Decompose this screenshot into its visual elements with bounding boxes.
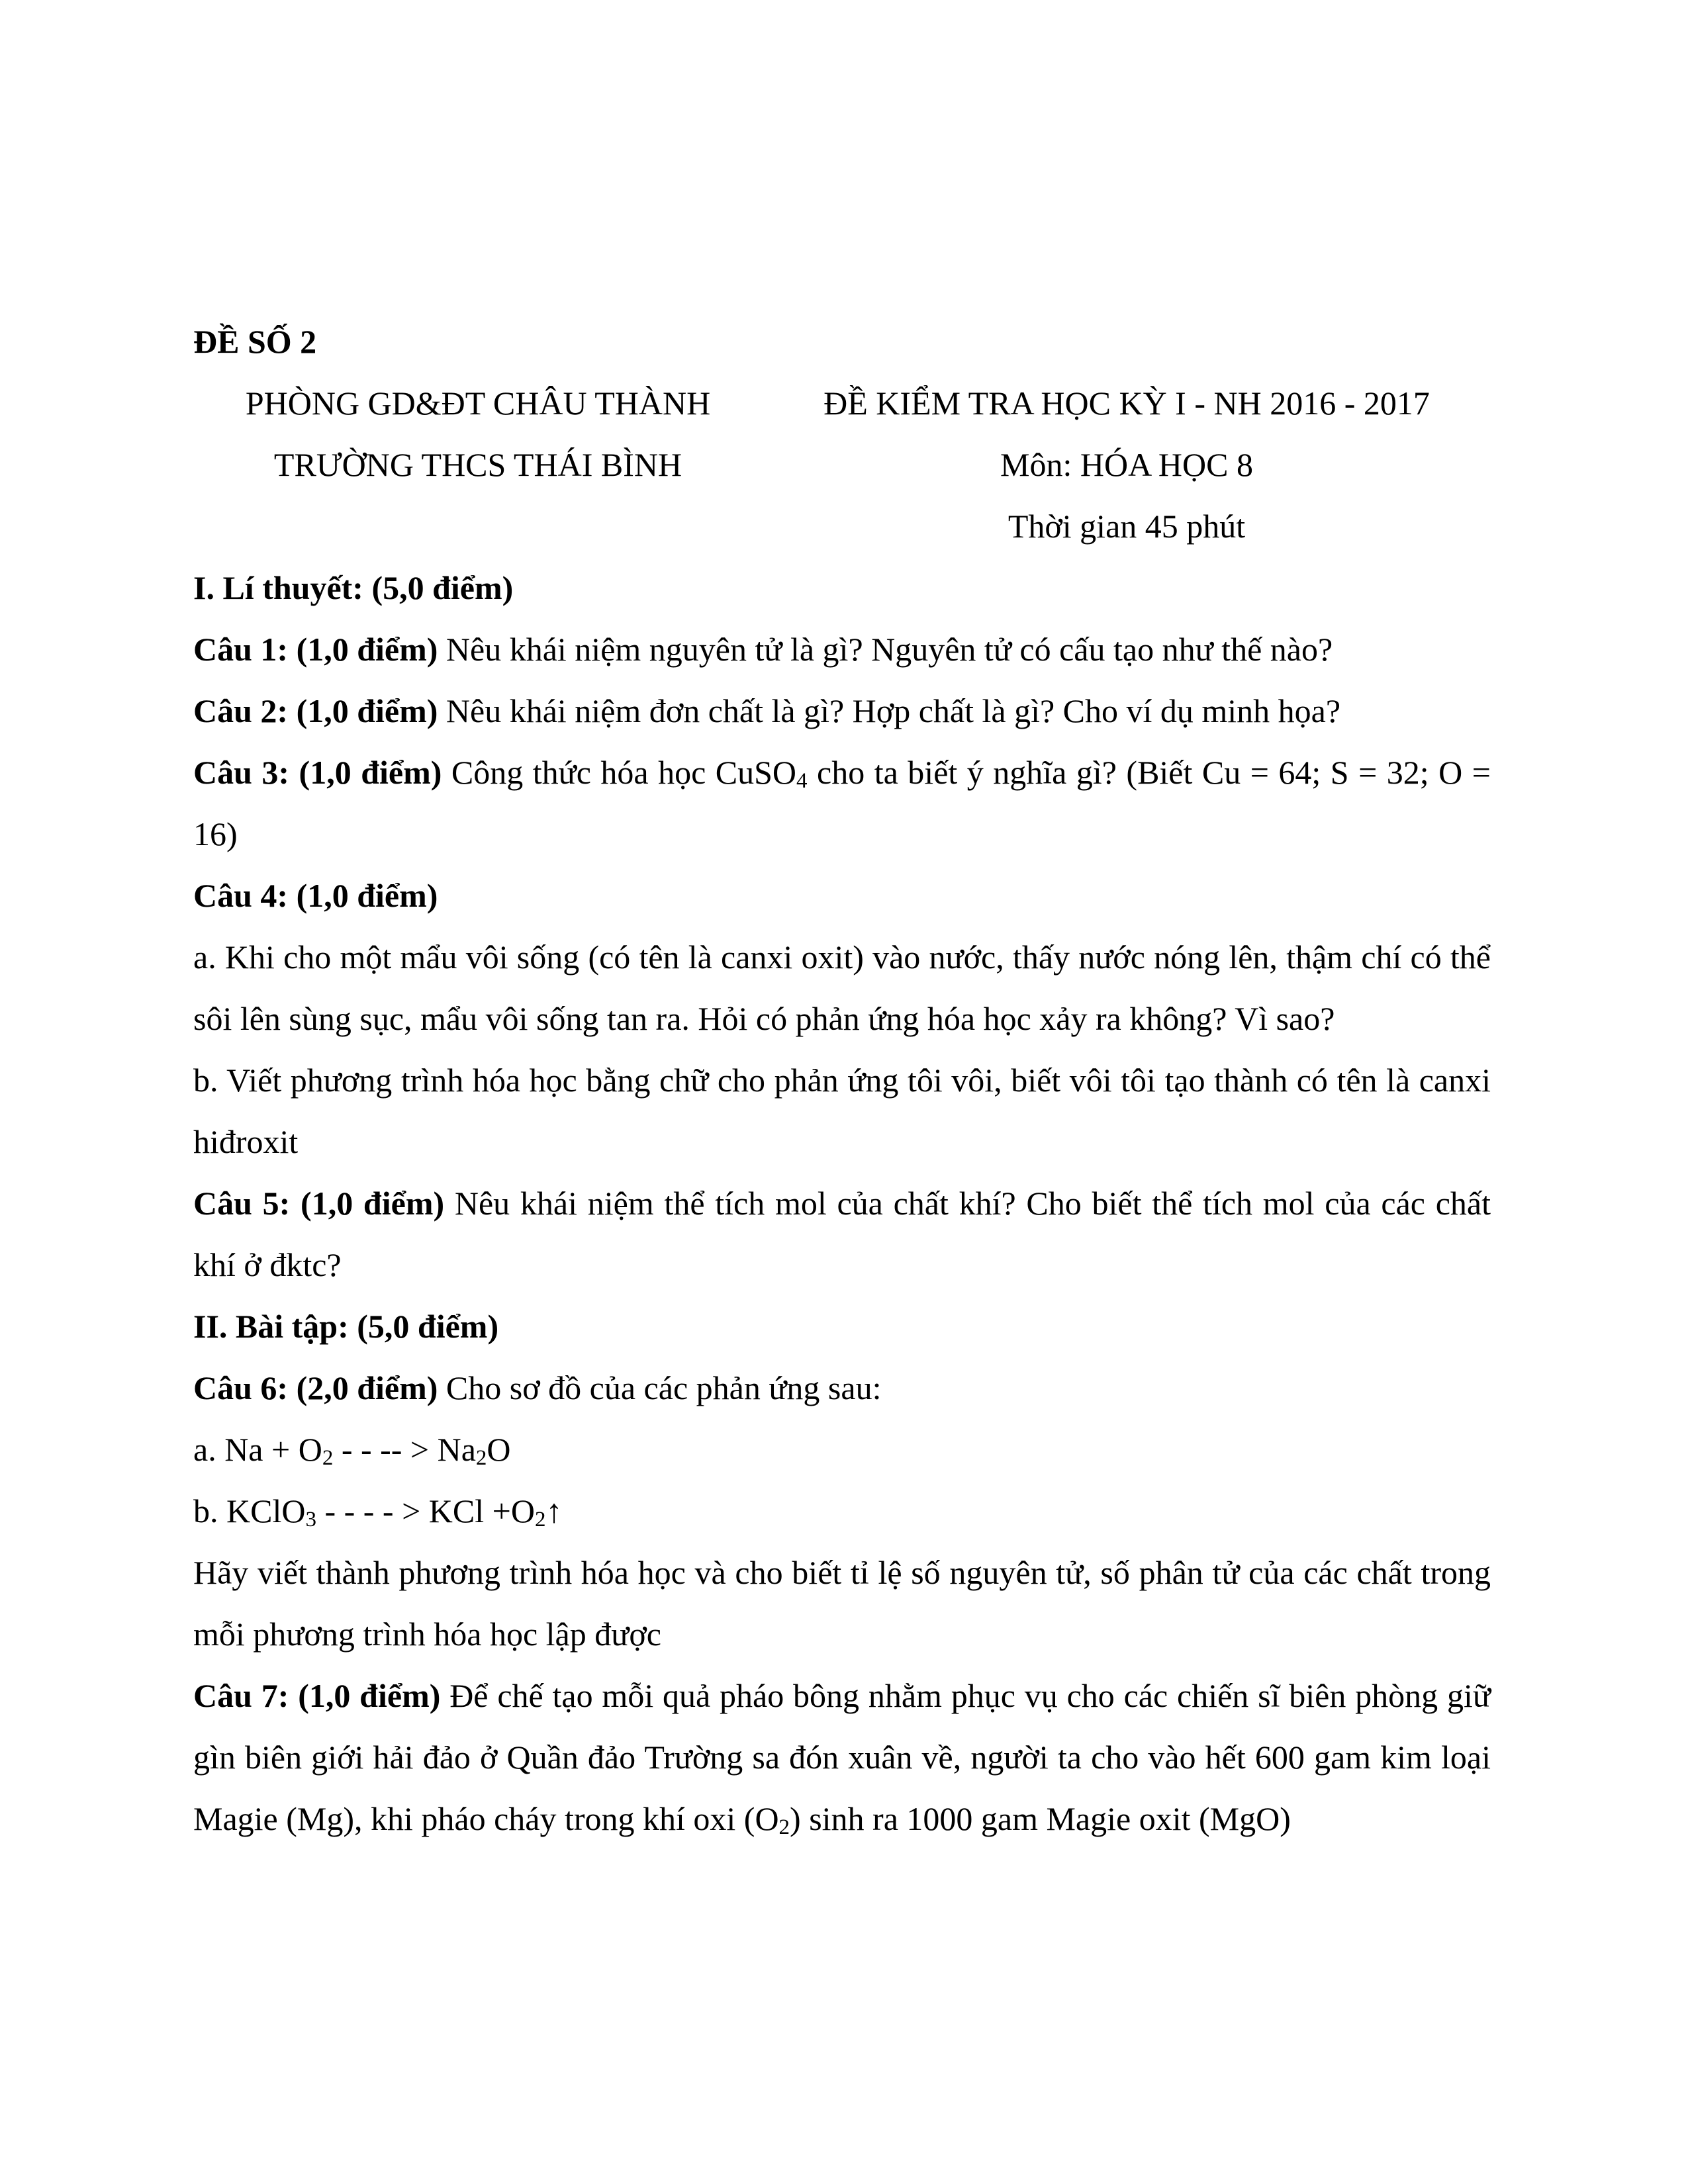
exam-title: ĐỀ KIỂM TRA HỌC KỲ I - NH 2016 - 2017	[823, 385, 1430, 422]
reaction-a-sub2: 2	[475, 1446, 487, 1470]
question-3-text-after: cho ta biết ý nghĩa gì? (Biết Cu = 64; S = 32; O = 16)	[193, 754, 1491, 852]
reaction-b-part2: - - - - > KCl +O	[316, 1492, 535, 1529]
header-left-empty	[193, 496, 763, 557]
question-5-label: Câu 5: (1,0 điểm)	[193, 1185, 445, 1222]
department-name: PHÒNG GD&ĐT CHÂU THÀNH	[245, 385, 711, 422]
question-6b-reaction	[193, 1480, 1491, 1542]
question-6-instruction: Hãy viết thành phương trình hóa học và cho biết tỉ lệ số nguyên tử, số phân tử của các chất trong mỗi phương trình hóa học lập được	[193, 1554, 1491, 1653]
question-3-subscript: 4	[796, 769, 808, 793]
reaction-a-part3: O	[487, 1431, 511, 1468]
reaction-a-part2: - - -- > Na	[333, 1431, 476, 1468]
question-3	[193, 742, 1491, 865]
part2-title: II. Bài tập: (5,0 điểm)	[193, 1308, 499, 1345]
exam-number: ĐỀ SỐ 2	[193, 323, 317, 360]
question-6-label: Câu 6: (2,0 điểm)	[193, 1369, 438, 1406]
question-1	[193, 619, 1491, 680]
question-7	[193, 1665, 1491, 1850]
question-2-label: Câu 2: (1,0 điểm)	[193, 692, 438, 729]
reaction-a-sub1: 2	[322, 1446, 334, 1470]
question-3-label: Câu 3: (1,0 điểm)	[193, 754, 442, 791]
question-3-text-before: Công thức hóa học CuSO	[442, 754, 797, 791]
exam-page	[193, 311, 1491, 1850]
question-7-text-after: ) sinh ra 1000 gam Magie oxit (MgO)	[790, 1800, 1291, 1837]
reaction-b-part1: b. KClO	[193, 1492, 306, 1529]
question-5-text: Nêu khái niệm thể tích mol của chất khí? Cho biết thể tích mol của các chất khí ở đktc?	[193, 1185, 1491, 1283]
question-6-text: Cho sơ đồ của các phản ứng sau:	[438, 1369, 882, 1406]
question-5	[193, 1173, 1491, 1296]
question-4-label: Câu 4: (1,0 điểm)	[193, 877, 438, 914]
header-row-1	[193, 373, 1491, 434]
question-7-text-before: Để chế tạo mỗi quả pháo bông nhằm phục vụ cho các chiến sĩ biên phòng giữ gìn biên giới hải đảo ở Quần đảo Trường sa đón xuân về, người ta cho vào hết 600 gam kim loại Magie (Mg), khi pháo cháy trong khí oxi (O	[193, 1677, 1491, 1837]
question-1-label: Câu 1: (1,0 điểm)	[193, 631, 438, 668]
reaction-a-part1: a. Na + O	[193, 1431, 322, 1468]
gas-arrow-icon: ↑	[545, 1492, 563, 1529]
question-4a: a. Khi cho một mẩu vôi sống (có tên là canxi oxit) vào nước, thấy nước nóng lên, thậm chí có thể sôi lên sùng sục, mẩu vôi sống tan ra. Hỏi có phản ứng hóa học xảy ra không? Vì sao?	[193, 938, 1491, 1037]
question-6a-reaction	[193, 1419, 1491, 1480]
duration-line: Thời gian 45 phút	[1008, 508, 1246, 545]
part1-title: I. Lí thuyết: (5,0 điểm)	[193, 569, 514, 606]
reaction-b-sub2: 2	[534, 1508, 546, 1531]
subject-line: Môn: HÓA HỌC 8	[1000, 446, 1253, 483]
question-4b: b. Viết phương trình hóa học bằng chữ cho phản ứng tôi vôi, biết vôi tôi tạo thành có tên là canxi hiđroxit	[193, 1062, 1491, 1160]
header-row-3	[193, 496, 1491, 557]
question-2	[193, 680, 1491, 742]
question-1-text: Nêu khái niệm nguyên tử là gì? Nguyên tử có cấu tạo như thế nào?	[438, 631, 1333, 668]
question-6	[193, 1357, 1491, 1419]
reaction-b-sub1: 3	[305, 1508, 316, 1531]
school-name: TRƯỜNG THCS THÁI BÌNH	[273, 446, 682, 483]
header-row-2	[193, 434, 1491, 496]
question-7-label: Câu 7: (1,0 điểm)	[193, 1677, 441, 1714]
question-7-subscript: 2	[778, 1815, 790, 1839]
question-2-text: Nêu khái niệm đơn chất là gì? Hợp chất là gì? Cho ví dụ minh họa?	[438, 692, 1341, 729]
